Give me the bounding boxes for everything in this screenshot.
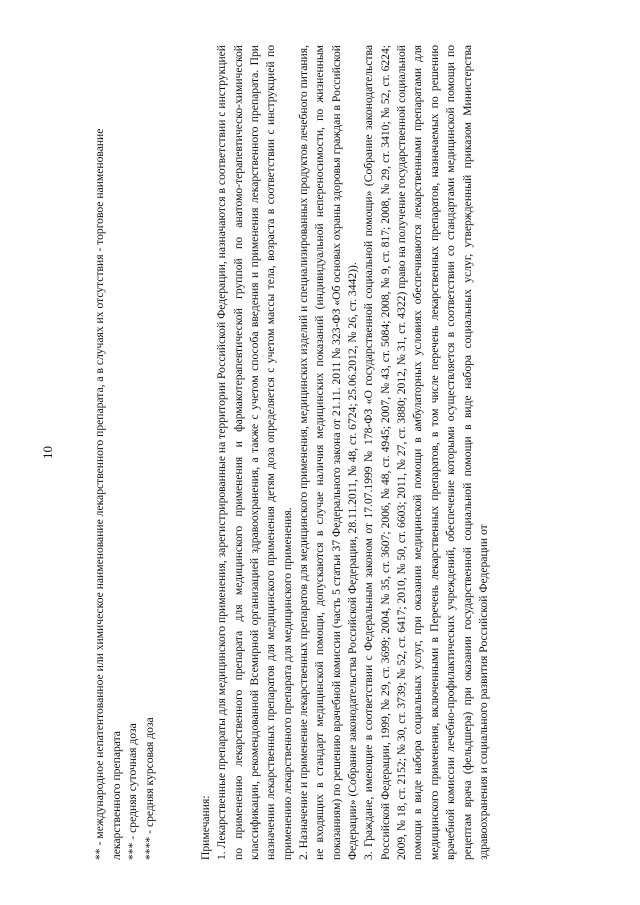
page-number: 10 [40, 446, 55, 459]
footnote-item [142, 50, 159, 860]
rotated-page [40, 40, 600, 865]
footnote-mark: ** [93, 848, 106, 860]
note-item: 3. Граждане, имеющие в соответствии с Федеральным законом от 17.07.1999 № 178-ФЗ «О государственной социальной помощи» (Собрание законодательства Российской Федерации, 1999, № 29, ст. 3699; 2004, № 35, ст. 3607; 2006, № 48, ст. 4945; 2007, № 43, ст. 5084; 2008, № 9, ст. 817; 2008, № 29, ст. 3410; № 52, ст. 6224; 2009, № 18, ст. 2152; № 30, ст. 3739; № 52, ст. 6417; 2010, № 50, ст. 6603; 2011, № 27, ст. 3880; 2012, № 31, ст. 4322) право на получение государственной социальной помощи в виде набора социальных услуг, при оказании медицинской помощи в амбулаторных условиях обеспечиваются лекарственными препаратами для медицинского применения, включенными в Перечень лекарственных препаратов, в том числе перечень лекарственных препаратов, назначаемых по решению врачебной комиссии лечебно-профилактических учреждений, обеспечение которыми осуществляется в соответствии со стандартами медицинской помощи по рецептам врача (фельдшера) при оказании государственной социальной помощи в виде набора социальных услуг, утвержденный приказом Министерства здравоохранения и социального развития Российской Федерации от [362, 45, 490, 860]
notes-heading: Примечания: [199, 795, 212, 860]
footnote-text: - международное непатентованное или химическое наименование лекарственного препарата, а в случаях их отсутствия - торговое наименование лекарственного препарата [93, 128, 123, 860]
footnote-mark: *** [126, 842, 140, 860]
footnote-text: - средняя суточная доза [126, 723, 140, 840]
notes-section [198, 45, 492, 860]
footnotes [92, 50, 158, 860]
footnote-text: - средняя курсовая доза [142, 717, 156, 834]
footnote-mark: **** [142, 836, 156, 860]
footnote-item [92, 50, 125, 860]
note-item: 2. Назначение и применение лекарственных препаратов для медицинского применения, медицинских изделий и специализированных продуктов лечебного питания, не входящих в стандарт медицинской помощи, допускаются в случае наличия медицинских показаний (индивидуальной непереносимости, по жизненным показаниям) по решению врачебной комиссии (часть 5 статьи 37 Федерального закона от 21.11. 2011 № 323-ФЗ «Об основах охраны здоровья граждан в Российской Федерации» (Собрание законодательства Российской Федерации, 28.11.2011, № 48, ст. 6724; 25.06.2012, № 26, ст. 3442)). [297, 45, 360, 860]
note-item: 1. Лекарственные препараты для медицинского применения, зарегистрированные на территории Российской Федерации, назначаются в соответствии с инструкцией по применению лекарственного препарата для медицинского применения и фармакотерапевтической группой по анатомо-терапевтическо-химической классификации, рекомендованной Всемирной организацией здравоохранения, а также с учетом способа введения и применения лекарственного препарата. При назначении лекарственных препаратов для медицинского применения детям доза определяется с учетом массы тела, возраста в соответствии с инструкцией по применению лекарственного препарата для медицинского применения. [215, 45, 294, 860]
footnote-item [125, 50, 142, 860]
